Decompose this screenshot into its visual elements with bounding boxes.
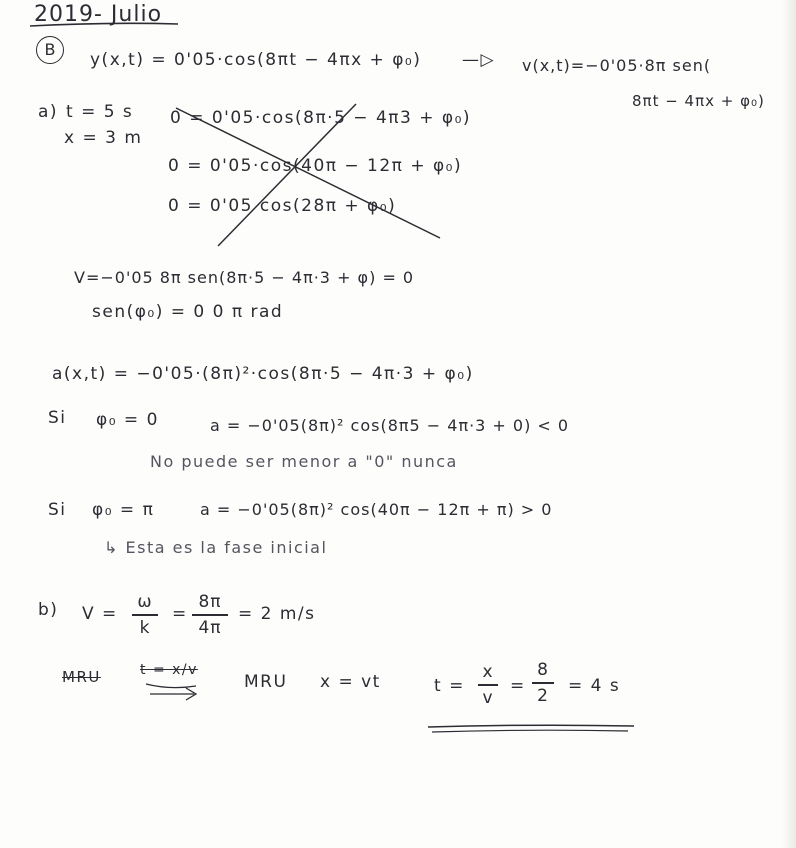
eight-pi-numerator: 8π — [198, 592, 222, 612]
k-denominator: k — [139, 617, 151, 638]
time-label: t = — [434, 676, 465, 696]
page-title: 2019- Julio — [34, 2, 163, 27]
scan-edge-shadow — [782, 0, 796, 848]
velocity-line: V=−0'05 8π sen(8π·5 − 4π·3 + φ) = 0 — [74, 268, 415, 287]
velocity-equation: v(x,t)=−0'05·8π sen( — [522, 56, 712, 75]
speed-result: = 2 m/s — [238, 604, 316, 624]
case-2-label: Si — [48, 500, 67, 520]
case-2-expression: a = −0'05(8π)² cos(40π − 12π + π) > 0 — [200, 500, 553, 519]
part-a-label: a) — [38, 102, 59, 122]
sine-line: sen(φ₀) = 0 0 π rad — [92, 302, 284, 322]
mru-label: MRU — [244, 672, 288, 692]
case-1-label: Si — [48, 408, 67, 428]
case-2-condition: φ₀ = π — [92, 500, 155, 520]
four-pi-denominator: 4π — [198, 617, 222, 638]
case-1-note: No puede ser menor a "0" nunca — [150, 452, 458, 471]
crossed-line-3: 0 = 0'05 cos(28π + φ₀) — [168, 196, 397, 216]
crossed-line-2: 0 = 0'05·cos(40π − 12π + φ₀) — [168, 156, 463, 176]
wave-equation: y(x,t) = 0'05·cos(8πt − 4πx + φ₀) — [90, 50, 422, 70]
mru-equation: x = vt — [320, 672, 381, 692]
case-2-note: ↳ Esta es la fase inicial — [104, 538, 328, 557]
x-numerator: x — [482, 662, 494, 682]
speed-label: V = — [82, 604, 118, 624]
implies-arrow: —▷ — [462, 50, 496, 70]
omega-numerator: ω — [137, 592, 153, 612]
given-position: x = 3 m — [64, 128, 143, 148]
given-time: t = 5 s — [66, 102, 134, 122]
equals-sign: = — [172, 604, 188, 624]
velocity-equation-continued: 8πt − 4πx + φ₀) — [632, 92, 765, 110]
case-1-condition: φ₀ = 0 — [96, 410, 159, 430]
problem-number: B — [36, 36, 64, 64]
crossed-line-1: 0 = 0'05·cos(8π·5 − 4π3 + φ₀) — [170, 108, 472, 128]
eight-numerator: 8 — [537, 660, 549, 680]
acceleration-line: a(x,t) = −0'05·(8π)²·cos(8π·5 − 4π·3 + φ₀) — [52, 364, 474, 384]
struck-mru: MRU — [62, 668, 101, 686]
two-denominator: 2 — [537, 685, 549, 706]
case-1-expression: a = −0'05(8π)² cos(8π5 − 4π·3 + 0) < 0 — [210, 416, 570, 435]
part-b-label: b) — [38, 600, 59, 620]
time-result: = 4 s — [568, 676, 621, 696]
equals-sign: = — [510, 676, 526, 696]
v-denominator: v — [482, 687, 494, 708]
struck-formula: t = x/v — [140, 662, 198, 678]
